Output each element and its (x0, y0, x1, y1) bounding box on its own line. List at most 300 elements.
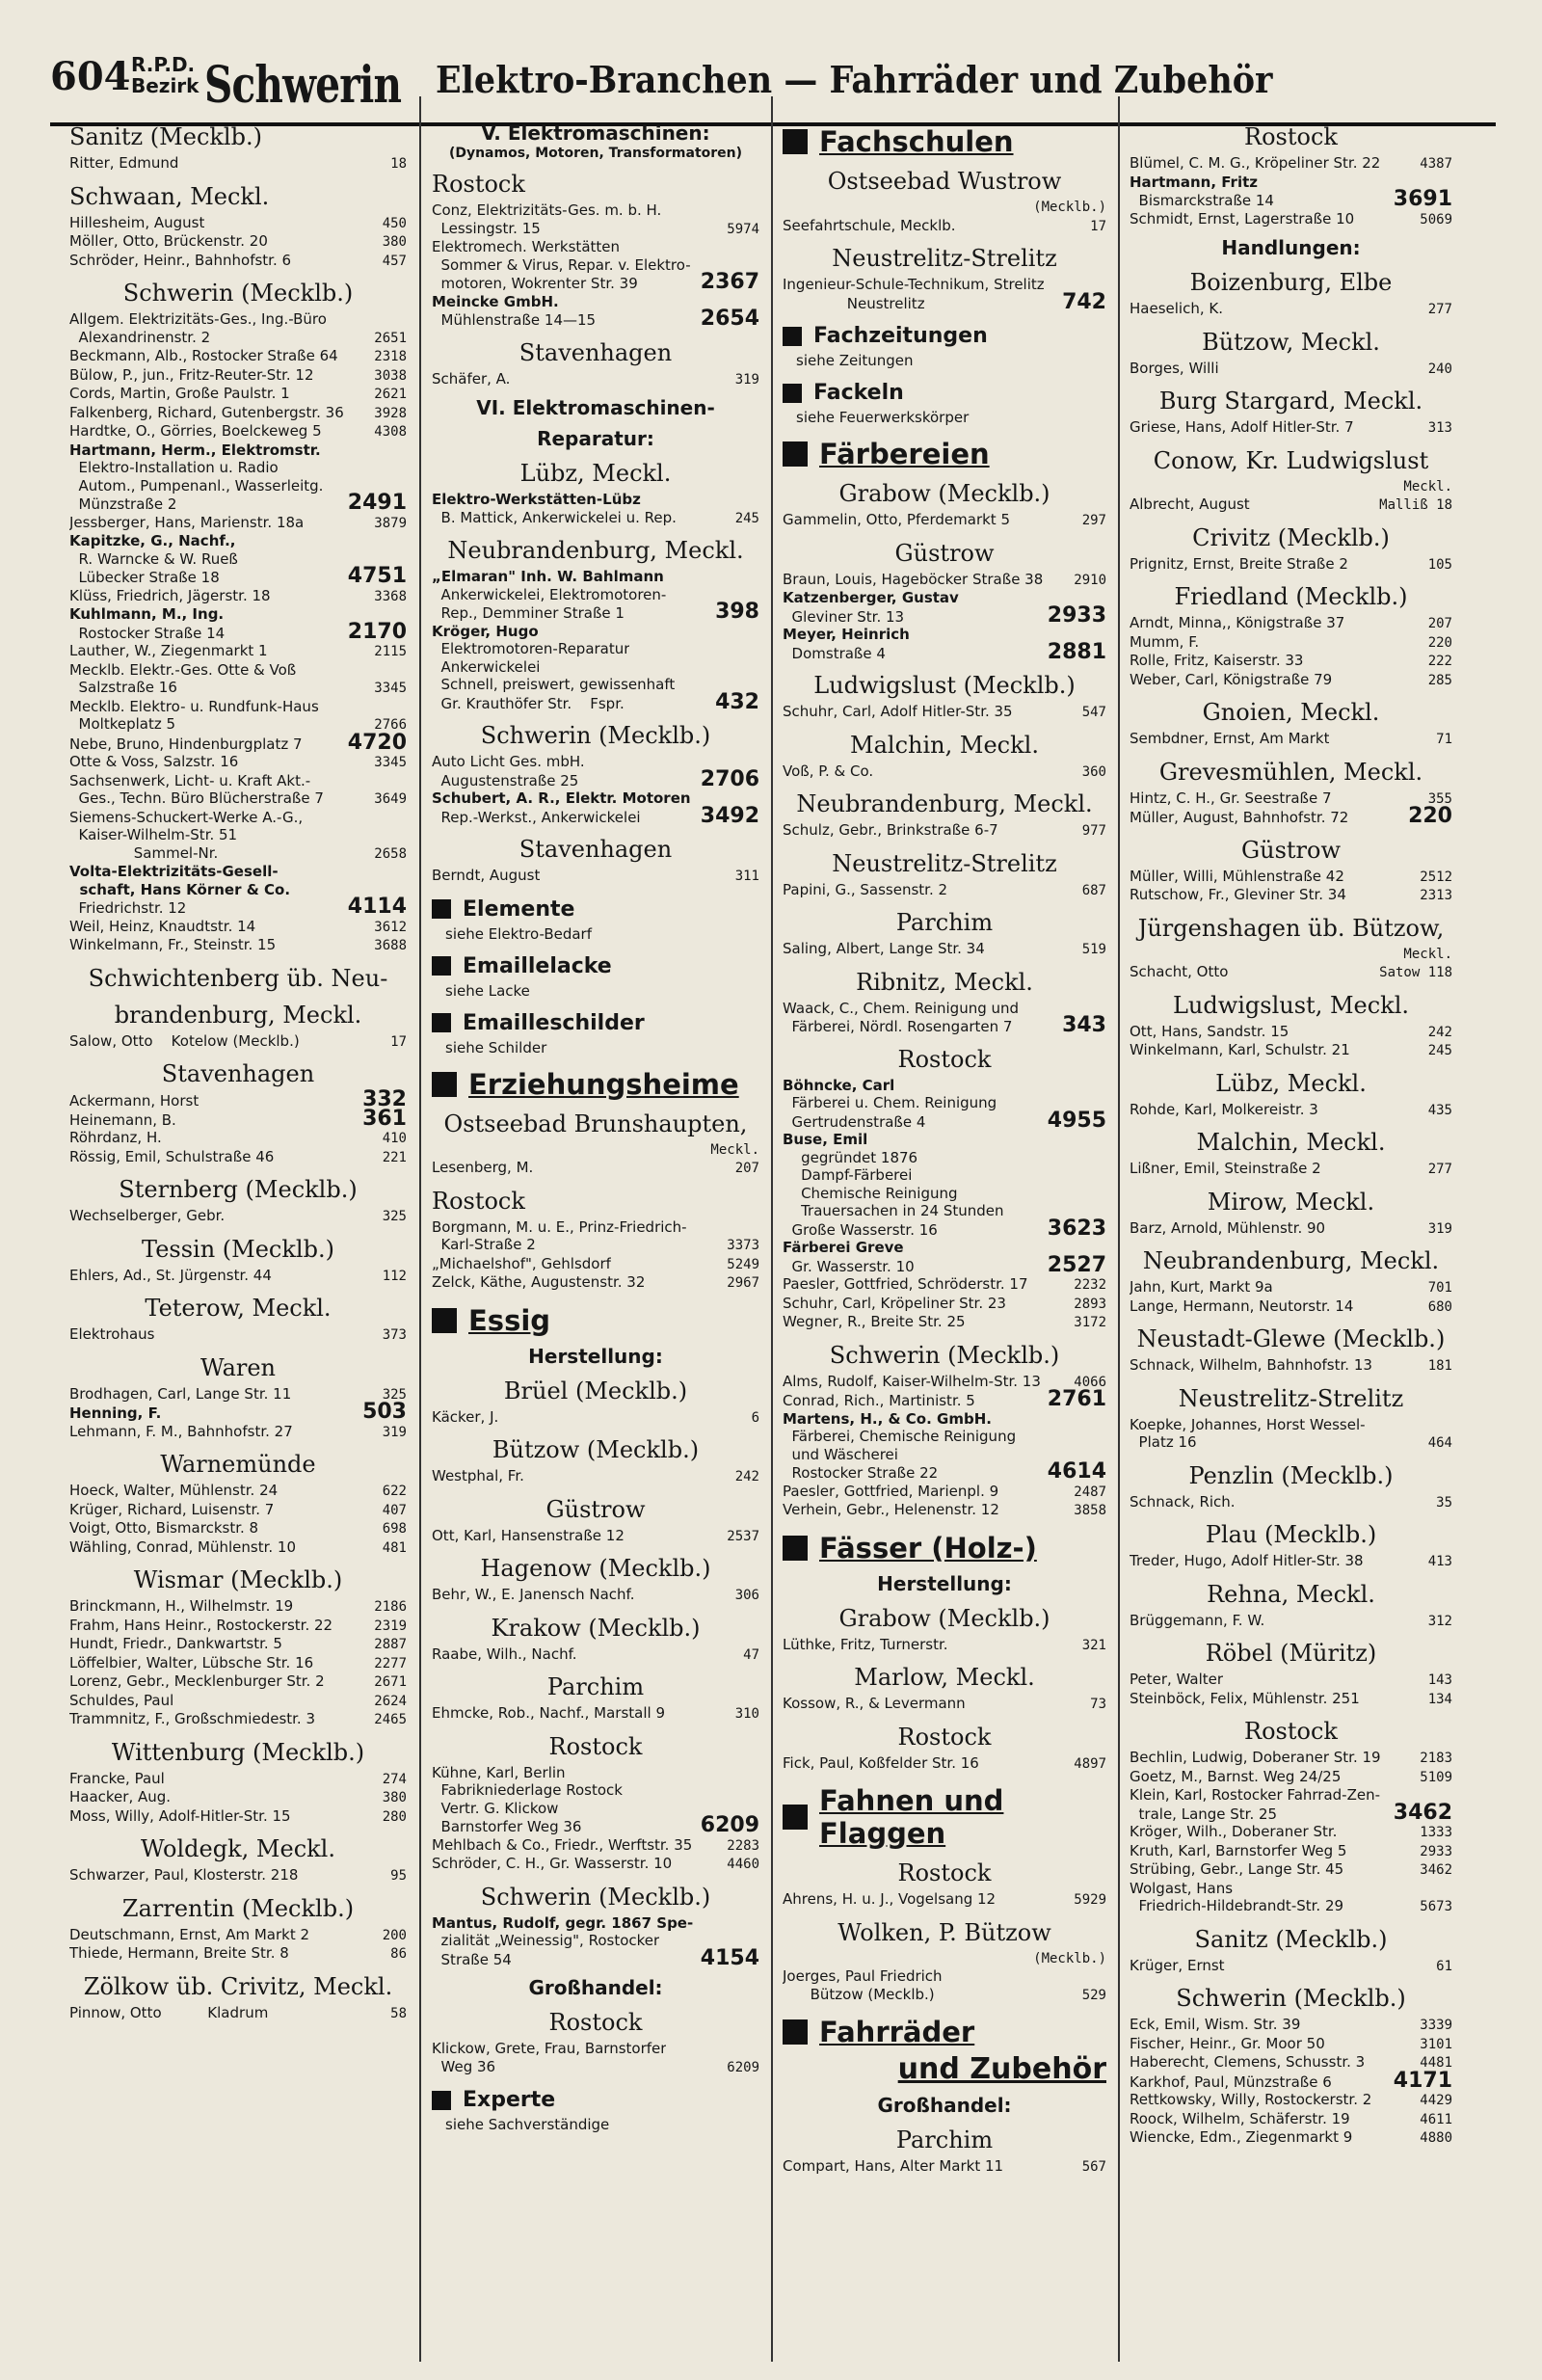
listing-row (432, 1586, 759, 1605)
listing-phone: 2910 (1074, 572, 1106, 588)
listing-name: Vertr. G. Klickow (432, 1799, 559, 1817)
listing-row (69, 1385, 407, 1404)
place-heading: Rostock (897, 1723, 992, 1751)
section-heading (432, 2088, 759, 2112)
listing-phone: 519 (1081, 942, 1106, 957)
listing-row (432, 1764, 759, 1782)
listing-name: Bismarckstraße 14 (1130, 192, 1274, 209)
listing-row (1130, 1768, 1452, 1787)
listing-name: Bülow, P., jun., Fritz-Reuter-Str. 12 (69, 365, 314, 384)
listing-row (69, 1087, 407, 1111)
listing-phone: 3623 (1047, 1216, 1106, 1241)
listing-name: Schäfer, A. (432, 369, 511, 388)
listing-row (69, 441, 407, 460)
listing-name: Nebe, Bruno, Hindenburgplatz 7 (69, 735, 303, 753)
listing-row (432, 1408, 759, 1428)
listing-phone: 2624 (374, 1693, 407, 1709)
subsection-note: (Dynamos, Motoren, Transformatoren) (448, 146, 743, 161)
listing-name: Voigt, Otto, Bismarckstr. 8 (69, 1519, 259, 1537)
listing-row (1130, 1800, 1452, 1825)
section-heading (783, 438, 1106, 470)
listing-name: Martens, H., & Co. GmbH. (783, 1409, 992, 1428)
cross-reference: siehe Sachverständige (445, 2116, 610, 2133)
listing-name: Alexandrinenstr. 2 (69, 328, 211, 346)
listing-phone: 207 (1427, 616, 1452, 631)
listing-name: Schacht, Otto (1130, 963, 1229, 980)
listing-row (1130, 1880, 1452, 1898)
place-heading: Neubrandenburg, Meckl. (1142, 1247, 1440, 1274)
listing-phone: 2283 (727, 1837, 759, 1854)
listing-phone: 4308 (374, 424, 407, 440)
listing-row (69, 252, 407, 271)
listing-row (432, 2058, 759, 2077)
listing-name: Schnack, Rich. (1130, 1492, 1236, 1511)
listing-row (1130, 1356, 1452, 1376)
listing-row (69, 789, 407, 809)
place-heading: Bützow, Meckl. (1202, 328, 1380, 356)
listing-phone: 3038 (374, 367, 407, 384)
listing-row (432, 1781, 759, 1800)
listing-row (783, 1185, 1106, 1203)
listing-phone: 4387 (1420, 156, 1452, 172)
place-heading: Rostock (1244, 1718, 1338, 1745)
listing-row (783, 217, 1106, 236)
cross-reference: siehe Feuerwerkskörper (796, 409, 970, 426)
section-bullet-icon (783, 441, 808, 467)
listing-name: Brinckmann, H., Wilhelmstr. 19 (69, 1597, 294, 1615)
place-heading: Neubrandenburg, Meckl. (447, 537, 744, 564)
listing-row (1130, 478, 1452, 496)
listing-name: Brüggemann, F. W. (1130, 1611, 1265, 1629)
listing-row (783, 639, 1106, 664)
listing-phone: 86 (390, 1946, 407, 1962)
listing-phone: 398 (715, 600, 759, 624)
listing-row (432, 803, 759, 828)
listing-phone: 2537 (727, 1528, 759, 1544)
listing-phone: 61 (1436, 1958, 1452, 1974)
place-heading: Wolken, P. Bützow (837, 1918, 1051, 1946)
place-heading: Warnemünde (160, 1451, 316, 1478)
section-bullet-icon (783, 384, 802, 403)
place-heading: Ostseebad Wustrow (827, 168, 1062, 195)
listing-name: Elektrohaus (69, 1325, 155, 1343)
listing-phone: 2318 (374, 349, 407, 364)
listing-name: Francke, Paul (69, 1769, 165, 1787)
listing-name: Domstraße 4 (783, 644, 886, 662)
listing-row (783, 1013, 1106, 1037)
listing-name: Lange, Hermann, Neutorstr. 14 (1130, 1297, 1354, 1315)
listing-name: Hardtke, O., Görries, Boelckeweg 5 (69, 422, 322, 440)
listing-phone: 73 (1090, 1697, 1106, 1712)
listing-phone: 3688 (374, 938, 407, 953)
place-heading: Rostock (897, 1045, 992, 1073)
listing-row (69, 1866, 407, 1885)
listing-name: Ott, Karl, Hansenstraße 12 (432, 1526, 625, 1544)
listing-phone: 2658 (374, 845, 407, 862)
listing-row (783, 1890, 1106, 1910)
listing-name: Fischer, Heinr., Gr. Moor 50 (1130, 2034, 1325, 2052)
listing-phone: 4114 (347, 895, 407, 919)
listing-row (783, 1986, 1106, 2005)
section-bullet-icon (783, 129, 808, 154)
listing-name: Schwarzer, Paul, Klosterstr. 218 (69, 1866, 299, 1884)
listing-name: Salow, Otto Kotelow (Mecklb.) (69, 1031, 300, 1050)
listing-phone: 355 (1427, 790, 1452, 807)
section-title: Fachschulen (819, 125, 1014, 158)
listing-row (69, 679, 407, 698)
listing-name: Wechselberger, Gebr. (69, 1207, 226, 1224)
listing-phone: (Mecklb.) (1033, 1950, 1106, 1966)
listing-name: Gr. Krauthöfer Str. Fspr. (432, 694, 625, 712)
listing-name: Elektromotoren-Reparatur (432, 640, 630, 657)
listing-row (69, 1267, 407, 1286)
listing-phone: 5109 (1420, 1769, 1452, 1785)
listing-row (1130, 946, 1452, 964)
listing-row (1130, 300, 1452, 319)
listing-name: Hoeck, Walter, Mühlenstr. 24 (69, 1482, 279, 1499)
listing-name: Klüss, Friedrich, Jägerstr. 18 (69, 586, 271, 604)
listing-name: Roock, Wilhelm, Schäferstr. 19 (1130, 2109, 1350, 2127)
listing-name: Volta-Elektrizitäts-Gesell- (69, 863, 279, 880)
section-heading (432, 1011, 759, 1035)
listing-name: Trammnitz, F., Großschmiedestr. 3 (69, 1710, 316, 1727)
listing-row (783, 1216, 1106, 1241)
listing-row (69, 422, 407, 441)
listing-phone: 3492 (700, 803, 759, 828)
listing-name: „Michaelshof", Gehlsdorf (432, 1254, 611, 1272)
listing-phone: 47 (743, 1646, 759, 1663)
listing-row (1130, 804, 1452, 828)
cross-reference: siehe Schilder (445, 1038, 547, 1056)
listing-name: Frahm, Hans Heinr., Rostockerstr. 22 (69, 1616, 333, 1634)
listing-phone: 503 (362, 1400, 407, 1424)
listing-phone: 698 (382, 1521, 407, 1537)
listing-name: Kröger, Wilh., Doberaner Str. (1130, 1823, 1338, 1840)
listing-phone: 4154 (700, 1945, 759, 1970)
place-heading: Waren (199, 1353, 277, 1381)
listing-row (69, 1482, 407, 1501)
listing-phone: Meckl. (1403, 478, 1452, 495)
listing-row (432, 370, 759, 389)
section-bullet-icon (783, 1805, 808, 1830)
listing-row (432, 1645, 759, 1665)
place-heading: Grabow (Mecklb.) (838, 480, 1050, 507)
section-heading (783, 2016, 1106, 2048)
listing-name: Dampf-Färberei (783, 1166, 913, 1184)
listing-name: Ritter, Edmund (69, 154, 179, 172)
section-bullet-icon (432, 2091, 451, 2110)
place-heading: Zölkow üb. Crivitz, Meckl. (83, 1972, 393, 2000)
listing-phone: 432 (715, 689, 759, 714)
listing-name: Rep., Demminer Straße 1 (432, 604, 625, 622)
listing-phone: 112 (382, 1268, 407, 1284)
listing-row (783, 1636, 1106, 1655)
listing-phone: 360 (1081, 763, 1106, 780)
section-heading (783, 1532, 1106, 1564)
listing-phone: 311 (734, 869, 759, 884)
listing-phone: 310 (734, 1706, 759, 1722)
listing-row (432, 676, 759, 694)
place-heading: Sanitz (Mecklb.) (1194, 1925, 1388, 1953)
listing-row (1130, 789, 1452, 809)
listing-phone: 2487 (1074, 1484, 1106, 1500)
listing-phone: 4614 (1047, 1459, 1106, 1484)
listing-row (1130, 1219, 1452, 1239)
listing-name: Mecklb. Elektro- u. Rundfunk-Haus (69, 697, 319, 715)
listing-phone: 977 (1081, 823, 1106, 839)
listing-name: Bechlin, Ludwig, Doberaner Str. 19 (1130, 1749, 1381, 1766)
listing-name: Sommer & Virus, Repar. v. Elektro- (432, 255, 691, 274)
place-heading: Parchim (895, 909, 994, 936)
place-heading: Malchin, Meckl. (1196, 1129, 1386, 1156)
listing-name: Winkelmann, Fr., Steinstr. 15 (69, 936, 277, 953)
listing-phone: 413 (1427, 1554, 1452, 1569)
listing-name: Siemens-Schuckert-Werke A.-G., (69, 808, 304, 826)
listing-row (432, 1813, 759, 1837)
listing-name: Ingenieur-Schule-Technikum, Strelitz (783, 276, 1045, 293)
section-title: Emailleschilder (463, 1010, 645, 1035)
listing-row (69, 619, 407, 644)
place-heading: Mirow, Meckl. (1207, 1188, 1375, 1216)
listing-name: Wiencke, Edm., Ziegenmarkt 9 (1130, 2128, 1353, 2146)
section-title: Emaillelacke (463, 953, 612, 978)
listing-row (783, 762, 1106, 782)
listing-name: Lessingstr. 15 (432, 219, 541, 237)
listing-name: Hartmann, Fritz (1130, 173, 1259, 191)
listing-phone: 457 (382, 253, 407, 269)
listing-phone: 410 (382, 1131, 407, 1146)
listing-name: Paesler, Gottfried, Marienpl. 9 (783, 1482, 999, 1500)
listing-name: und Wäscherei (783, 1445, 898, 1463)
listing-row (69, 532, 407, 550)
listing-phone: 2277 (374, 1655, 407, 1671)
listing-row (69, 514, 407, 533)
listing-phone: Malliß 18 (1379, 497, 1452, 513)
listing-name: Schuhr, Carl, Adolf Hitler-Str. 35 (783, 703, 1013, 720)
section-heading (783, 381, 1106, 405)
section-bullet-icon (432, 956, 451, 976)
listing-phone: 181 (1427, 1358, 1452, 1374)
listing-name: Behr, W., E. Janensch Nachf. (432, 1586, 635, 1603)
listing-row (432, 568, 759, 586)
listing-name: Schmidt, Ernst, Lagerstraße 10 (1130, 209, 1355, 227)
listing-name: Brodhagen, Carl, Lange Str. 11 (69, 1384, 292, 1403)
listing-row (69, 385, 407, 404)
listing-row (69, 347, 407, 366)
listing-phone: 380 (382, 1790, 407, 1805)
listing-name: Chemische Reinigung (783, 1184, 958, 1202)
listing-name: Sembdner, Ernst, Am Markt (1130, 730, 1330, 747)
listing-name: Müller, Willi, Mühlenstraße 42 (1130, 867, 1344, 885)
listing-name: Rössig, Emil, Schulstraße 46 (69, 1147, 275, 1165)
listing-name: Klickow, Grete, Frau, Barnstorfer (432, 2040, 667, 2057)
listing-phone: 2319 (374, 1618, 407, 1634)
listing-phone: 220 (1427, 634, 1452, 651)
place-heading: Neustrelitz-Strelitz (832, 245, 1057, 272)
listing-row (783, 1000, 1106, 1018)
listing-phone: 143 (1427, 1672, 1452, 1688)
listing-name: Westphal, Fr. (432, 1467, 524, 1484)
listing-phone: 325 (382, 1386, 407, 1403)
place-heading: Schwerin (Mecklb.) (829, 1341, 1060, 1369)
listing-phone: 5249 (727, 1256, 759, 1272)
listing-name: Schuldes, Paul (69, 1691, 174, 1709)
listing-name: motoren, Wokrenter Str. 39 (432, 275, 638, 292)
listing-name: Schnell, preiswert, gewissenhaft (432, 676, 676, 693)
column-2 (432, 114, 759, 2360)
listing-phone: 3345 (374, 755, 407, 770)
listing-name: Müller, August, Bahnhofstr. 72 (1130, 809, 1349, 826)
listing-row (783, 276, 1106, 294)
listing-name: Paesler, Gottfried, Schröderstr. 17 (783, 1275, 1028, 1293)
column-4 (1130, 114, 1452, 2360)
listing-row (1130, 1041, 1452, 1060)
listing-phone: 2651 (374, 330, 407, 346)
listing-phone: 277 (1427, 1162, 1452, 1177)
listing-row (1130, 671, 1452, 690)
listing-row (1130, 963, 1452, 982)
listing-phone: 2527 (1047, 1252, 1106, 1277)
cross-reference: siehe Zeitungen (796, 352, 914, 369)
listing-row (1130, 1023, 1452, 1042)
listing-row (432, 1467, 759, 1486)
listing-phone: 464 (1427, 1435, 1452, 1451)
listing-name: Bützow (Mecklb.) (783, 1985, 935, 2003)
listing-phone: 3101 (1420, 2036, 1452, 2052)
listing-phone: 701 (1427, 1280, 1452, 1296)
listing-name: Färberei u. Chem. Reinigung (783, 1094, 997, 1111)
listing-phone: 3373 (727, 1238, 759, 1253)
listing-name: Thiede, Hermann, Breite Str. 8 (69, 1944, 289, 1962)
listing-row (432, 689, 759, 714)
listing-phone: 680 (1427, 1298, 1452, 1315)
place-heading: Stavenhagen (518, 338, 673, 366)
section-title: Fackeln (813, 381, 904, 405)
listing-name: trale, Lange Str. 25 (1130, 1805, 1278, 1823)
listing-phone: 2115 (374, 644, 407, 659)
listing-phone: 222 (1427, 654, 1452, 669)
place-heading: Wismar (Mecklb.) (133, 1566, 343, 1593)
listing-name: Kapitzke, G., Nachf., (69, 532, 236, 549)
listing-row (69, 1538, 407, 1558)
section-heading (432, 897, 759, 922)
listing-name: Alms, Rudolf, Kaiser-Wilhelm-Str. 13 (783, 1372, 1041, 1390)
listing-name: Barz, Arnold, Mühlenstr. 90 (1130, 1218, 1326, 1237)
listing-name: Röhrdanz, H. (69, 1129, 162, 1146)
place-heading: Parchim (546, 1673, 645, 1700)
listing-phone: 319 (1427, 1220, 1452, 1237)
listing-name: Schubert, A. R., Elektr. Motoren (432, 789, 691, 807)
listing-row (783, 1131, 1106, 1149)
listing-phone: 4066 (1074, 1374, 1106, 1390)
listing-name: Kröger, Hugo (432, 622, 539, 640)
listing-phone: 2967 (727, 1275, 759, 1291)
listing-row (783, 940, 1106, 959)
listing-name: Ehlers, Ad., St. Jürgenstr. 44 (69, 1266, 272, 1284)
place-heading: Schwerin (Mecklb.) (122, 280, 354, 307)
listing-phone: 2893 (1074, 1296, 1106, 1312)
listing-row (1130, 1612, 1452, 1631)
listing-phone: 3368 (374, 588, 407, 604)
place-heading: Ludwigslust (Mecklb.) (813, 672, 1076, 699)
listing-phone: 742 (1062, 289, 1106, 314)
header-title: Elektro-Branchen — Fahrräder und Zubehör (436, 58, 1273, 101)
listing-row (1130, 2091, 1452, 2110)
listing-row (69, 918, 407, 937)
place-heading: Neubrandenburg, Meckl. (796, 790, 1093, 817)
listing-name: Hundt, Friedr., Dankwartstr. 5 (69, 1635, 282, 1652)
listing-name: Färberei Greve (783, 1239, 904, 1256)
page-number: 604 (50, 54, 131, 99)
listing-row (69, 459, 407, 477)
subsection-heading: VI. Elektromaschinen- (476, 396, 715, 419)
place-heading: Schwaan, Meckl. (69, 182, 270, 210)
listing-row (783, 1754, 1106, 1774)
listing-phone: 4955 (1047, 1108, 1106, 1133)
listing-row (69, 809, 407, 827)
listing-row (69, 1692, 407, 1711)
rpd-line1: R.P.D. (131, 53, 196, 76)
listing-name: gegründet 1876 (783, 1148, 918, 1166)
listing-row (1130, 1278, 1452, 1297)
listing-name: Weber, Carl, Königstraße 79 (1130, 670, 1333, 688)
listing-row (783, 1950, 1106, 1968)
listing-name: Joerges, Paul Friedrich (783, 1967, 943, 1985)
listing-row (1130, 1101, 1452, 1120)
listing-name: Heinemann, B. (69, 1110, 176, 1129)
listing-phone: 2933 (1047, 602, 1106, 628)
listing-name: Borges, Willi (1130, 359, 1219, 377)
subsection-heading: Herstellung: (877, 1571, 1012, 1595)
listing-phone: 306 (734, 1588, 759, 1603)
listing-phone: 3339 (1420, 2018, 1452, 2033)
listing-phone: 325 (382, 1209, 407, 1224)
listing-phone: 207 (734, 1161, 759, 1176)
listing-row (69, 1129, 407, 1148)
listing-name: Färberei, Nördl. Rosengarten 7 (783, 1018, 1013, 1035)
listing-name: Autom., Pumpenanl., Wasserleitg. (69, 476, 324, 495)
listing-name: Gr. Wasserstr. 10 (783, 1257, 915, 1275)
listing-row (69, 214, 407, 233)
listing-name: Haacker, Aug. (69, 1788, 172, 1805)
listing-phone: Meckl. (1403, 946, 1452, 962)
listing-row (1130, 210, 1452, 229)
listing-phone: 2706 (700, 766, 759, 791)
listing-row (1130, 1860, 1452, 1880)
listing-name: Berndt, August (432, 867, 541, 884)
listing-row (1130, 1552, 1452, 1571)
listing-phone: 319 (382, 1424, 407, 1440)
listing-phone: 4720 (347, 730, 407, 755)
listing-name: Käcker, J. (432, 1407, 499, 1426)
section-bullet-icon (783, 1536, 808, 1561)
listing-phone: 3928 (374, 405, 407, 421)
listing-name: Meyer, Heinrich (783, 626, 910, 643)
listing-row (1130, 1823, 1452, 1842)
section-heading (432, 1304, 759, 1337)
listing-name: Griese, Hans, Adolf Hitler-Str. 7 (1130, 418, 1354, 436)
listing-row (69, 698, 407, 716)
section-title: Fässer (Holz-) (819, 1531, 1037, 1564)
listing-name: B. Mattick, Ankerwickelei u. Rep. (432, 508, 677, 526)
listing-phone: 134 (1427, 1691, 1452, 1707)
listing-row (69, 404, 407, 423)
place-heading: Neustrelitz-Strelitz (1178, 1384, 1404, 1412)
listing-name: Lehmann, F. M., Bahnhofstr. 27 (69, 1422, 293, 1440)
listing-name: Strübing, Gebr., Lange Str. 45 (1130, 1860, 1344, 1878)
listing-row (69, 232, 407, 252)
listing-name: Falkenberg, Richard, Gutenbergstr. 36 (69, 403, 344, 421)
